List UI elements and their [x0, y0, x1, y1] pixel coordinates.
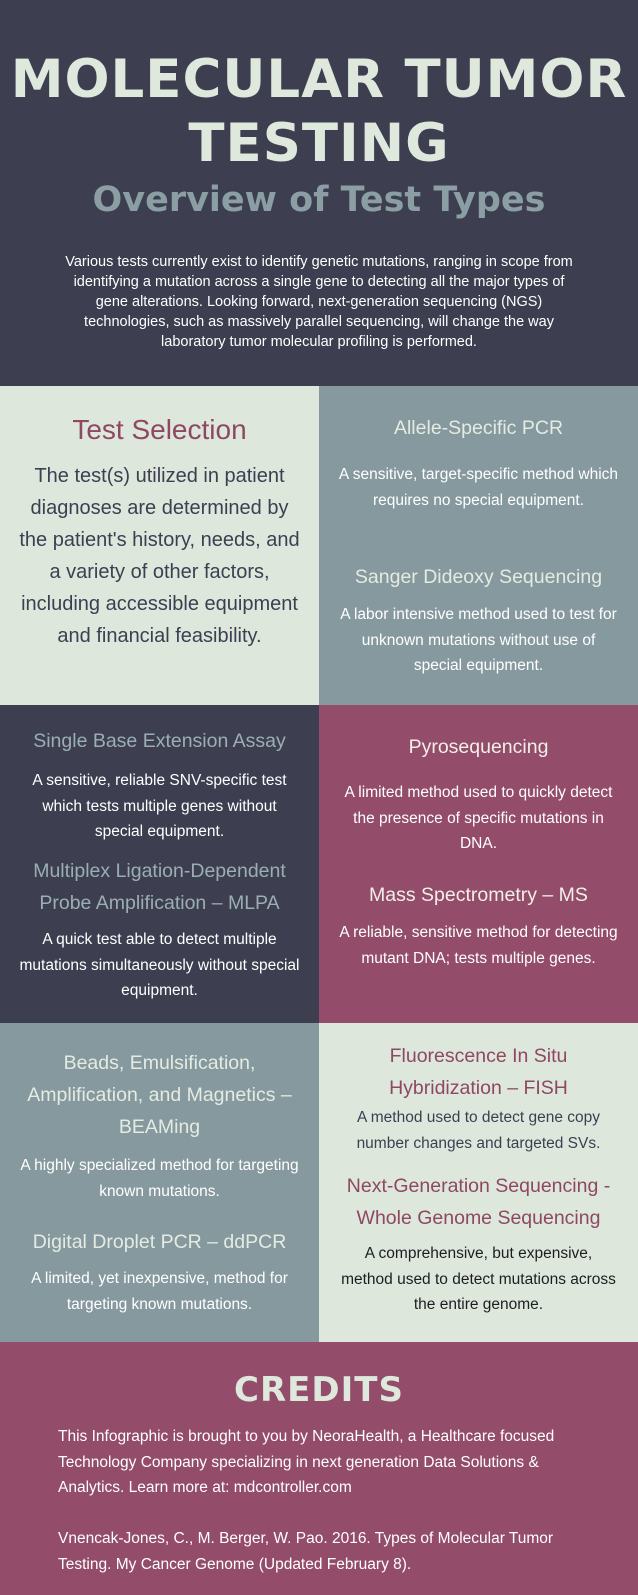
- test-selection-heading: Test Selection: [72, 414, 247, 445]
- page-subtitle: Overview of Test Types: [92, 180, 546, 220]
- title-line-2: TESTING: [188, 113, 450, 174]
- test-selection-text: The test(s) utilized in patient diagnoses are determined by the patient's history, needs, and a variety of other factors, including accessible equipment and financial feasibility.: [19, 465, 300, 647]
- allele-specific-pcr-heading: Allele-Specific PCR: [393, 417, 564, 439]
- pyrosequencing-text: A limited method used to quickly detect the presence of specific mutations in DNA.: [344, 784, 613, 852]
- single-base-extension-heading: Single Base Extension Assay: [33, 730, 286, 752]
- panel-pyro-ms: [319, 705, 638, 1023]
- header-section: [0, 0, 638, 386]
- credits-text: This Infographic is brought to you by NeoraHealth, a Healthcare focused Technology Company specializing in next generation Data Solutions & Analytics. Learn more at: mdcontroller.com: [58, 1428, 555, 1496]
- intro-text: Various tests currently exist to identify genetic mutations, ranging in scope from identifying a mutation across a single gene to detecting all the major types of gene alterations. Looking forward, next-generation sequencing (NGS) technologies, such as massively parallel sequencing, will change the way laboratory tumor molecular profiling is performed.: [65, 254, 573, 350]
- mlpa-heading: Multiplex Ligation-Dependent Probe Amplification – MLPA: [33, 860, 286, 914]
- ngs-text: A comprehensive, but expensive, method used to detect mutations across the entire genome.: [341, 1245, 616, 1313]
- ddpcr-heading: Digital Droplet PCR – ddPCR: [32, 1231, 287, 1253]
- title-line-1: MOLECULAR TUMOR: [10, 49, 628, 110]
- beaming-text: A highly specialized method for targeting known mutations.: [20, 1157, 299, 1200]
- credits-section: [0, 1342, 638, 1595]
- citation-text: Vnencak-Jones, C., M. Berger, W. Pao. 2016. Types of Molecular Tumor Testing. My Cancer Genome (Updated February 8).: [58, 1530, 554, 1573]
- sanger-sequencing-text: A labor intensive method used to test for unknown mutations without use of special equipment.: [340, 606, 617, 674]
- sanger-sequencing-heading: Sanger Dideoxy Sequencing: [354, 566, 603, 588]
- panel-fish-ngs: [319, 1023, 638, 1342]
- panel-beaming-ddpcr: [0, 1023, 319, 1342]
- single-base-extension-text: A sensitive, reliable SNV-specific test which tests multiple genes without special equipment.: [32, 772, 287, 840]
- test-selection-panel: [0, 386, 319, 705]
- allele-specific-pcr-text: A sensitive, target-specific method which requires no special equipment.: [338, 466, 619, 509]
- fish-heading: Fluorescence In Situ Hybridization – FISH: [389, 1045, 568, 1099]
- panel-sbe-mlpa: [0, 705, 319, 1023]
- beaming-heading: Beads, Emulsification, Amplification, and Magnetics – BEAMing: [27, 1052, 292, 1138]
- fish-text: A method used to detect gene copy number changes and targeted SVs.: [356, 1109, 601, 1152]
- mlpa-text: A quick test able to detect multiple mutations simultaneously without special equipment.: [19, 931, 300, 999]
- ngs-heading: Next-Generation Sequencing - Whole Genome Sequencing: [346, 1175, 611, 1229]
- panel-allele-sanger: [319, 386, 638, 705]
- mass-spectrometry-heading: Mass Spectrometry – MS: [369, 884, 588, 906]
- ddpcr-text: A limited, yet inexpensive, method for targeting known mutations.: [31, 1270, 288, 1313]
- pyrosequencing-heading: Pyrosequencing: [408, 736, 549, 758]
- credits-title: CREDITS: [234, 1370, 404, 1410]
- page-title: [0, 48, 638, 176]
- mass-spectrometry-text: A reliable, sensitive method for detecting mutant DNA; tests multiple genes.: [339, 924, 618, 967]
